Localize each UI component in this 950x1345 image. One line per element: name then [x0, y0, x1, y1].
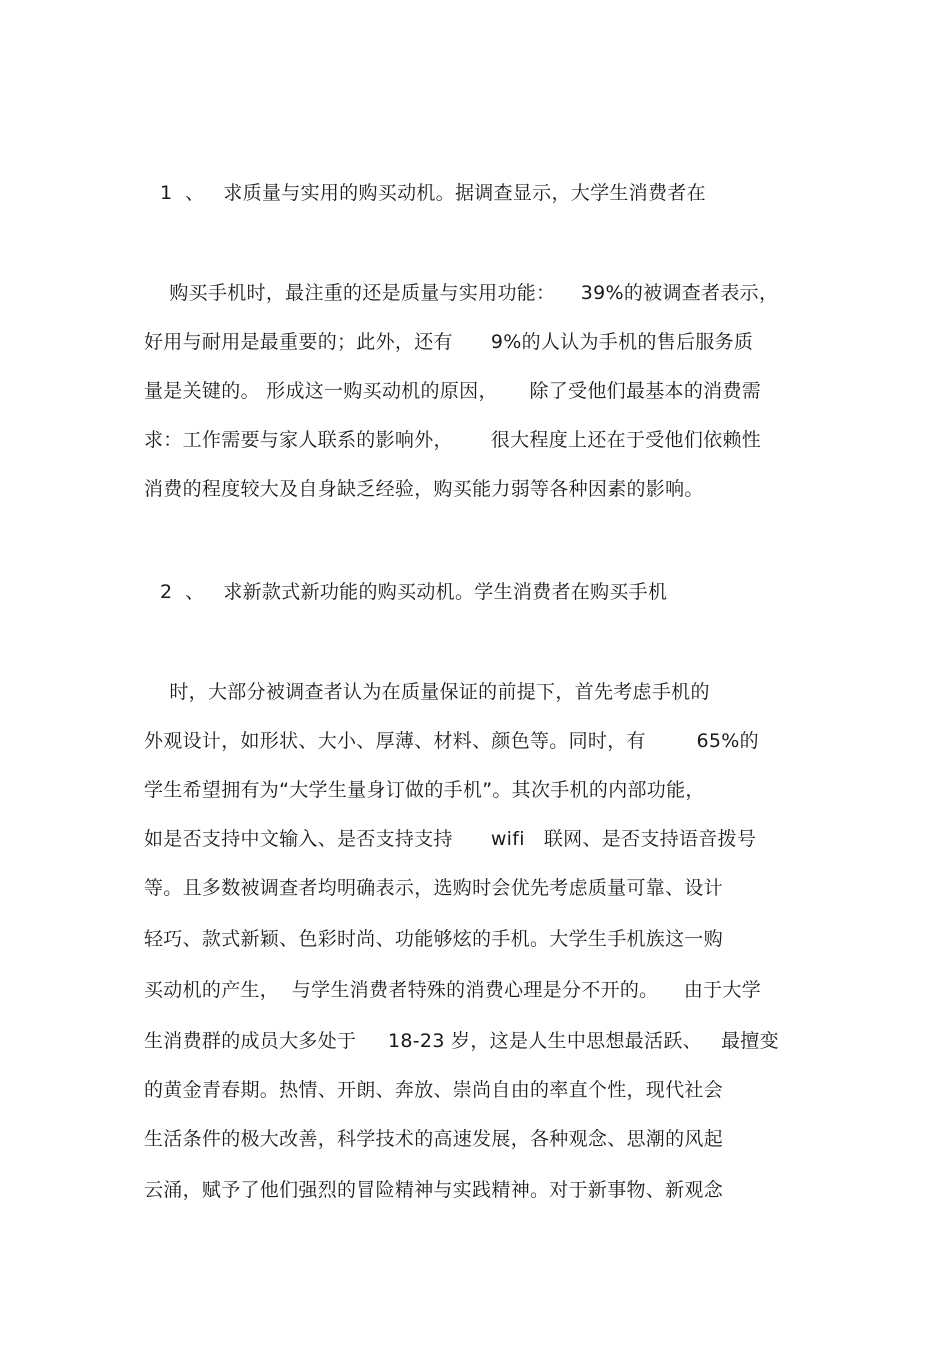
paragraph-line: 的黄金青春期。热情、开朗、奔放、崇尚自由的率直个性，现代社会 [144, 1079, 724, 1101]
paragraph-line: 学生希望拥有为“大学生量身订做的手机”。其次手机的内部功能， [144, 779, 705, 801]
section-1-heading: 1 、 求质量与实用的购买动机。据调查显示，大学生消费者在 [160, 182, 706, 204]
paragraph-line: 消费的程度较大及自身缺乏经验，购买能力弱等各种因素的影响。 [144, 478, 704, 500]
paragraph-line: 等。且多数被调查者均明确表示，选购时会优先考虑质量可靠、设计 [144, 877, 724, 899]
paragraph-line: 生活条件的极大改善，科学技术的高速发展，各种观念、思潮的风起 [144, 1128, 724, 1150]
paragraph-line: 生消费群的成员大多处于 18-23 岁，这是人生中思想最活跃、 最擅变 [144, 1030, 779, 1052]
paragraph-line: 如是否支持中文输入、是否支持支持 wifi 联网、是否支持语音拨号 [144, 828, 757, 850]
paragraph-line: 购买手机时，最注重的还是质量与实用功能： 39%的被调查者表示， [144, 282, 779, 304]
paragraph-line: 求：工作需要与家人联系的影响外， 很大程度上还在于受他们依赖性 [144, 429, 762, 451]
section-2-heading: 2 、 求新款式新功能的购买动机。学生消费者在购买手机 [160, 581, 668, 603]
paragraph-line: 量是关键的。 形成这一购买动机的原因， 除了受他们最基本的消费需 [144, 380, 762, 402]
paragraph-line: 外观设计，如形状、大小、厚薄、材料、颜色等。同时，有 65%的 [144, 730, 759, 752]
paragraph-line: 轻巧、款式新颖、色彩时尚、功能够炫的手机。大学生手机族这一购 [144, 928, 724, 950]
paragraph-line: 买动机的产生， 与学生消费者特殊的消费心理是分不开的。 由于大学 [144, 979, 762, 1001]
paragraph-line: 时，大部分被调查者认为在质量保证的前提下，首先考虑手机的 [144, 681, 710, 703]
paragraph-line: 云涌，赋予了他们强烈的冒险精神与实践精神。对于新事物、新观念 [144, 1179, 724, 1201]
paragraph-line: 好用与耐用是最重要的；此外，还有 9%的人认为手机的售后服务质 [144, 331, 754, 353]
